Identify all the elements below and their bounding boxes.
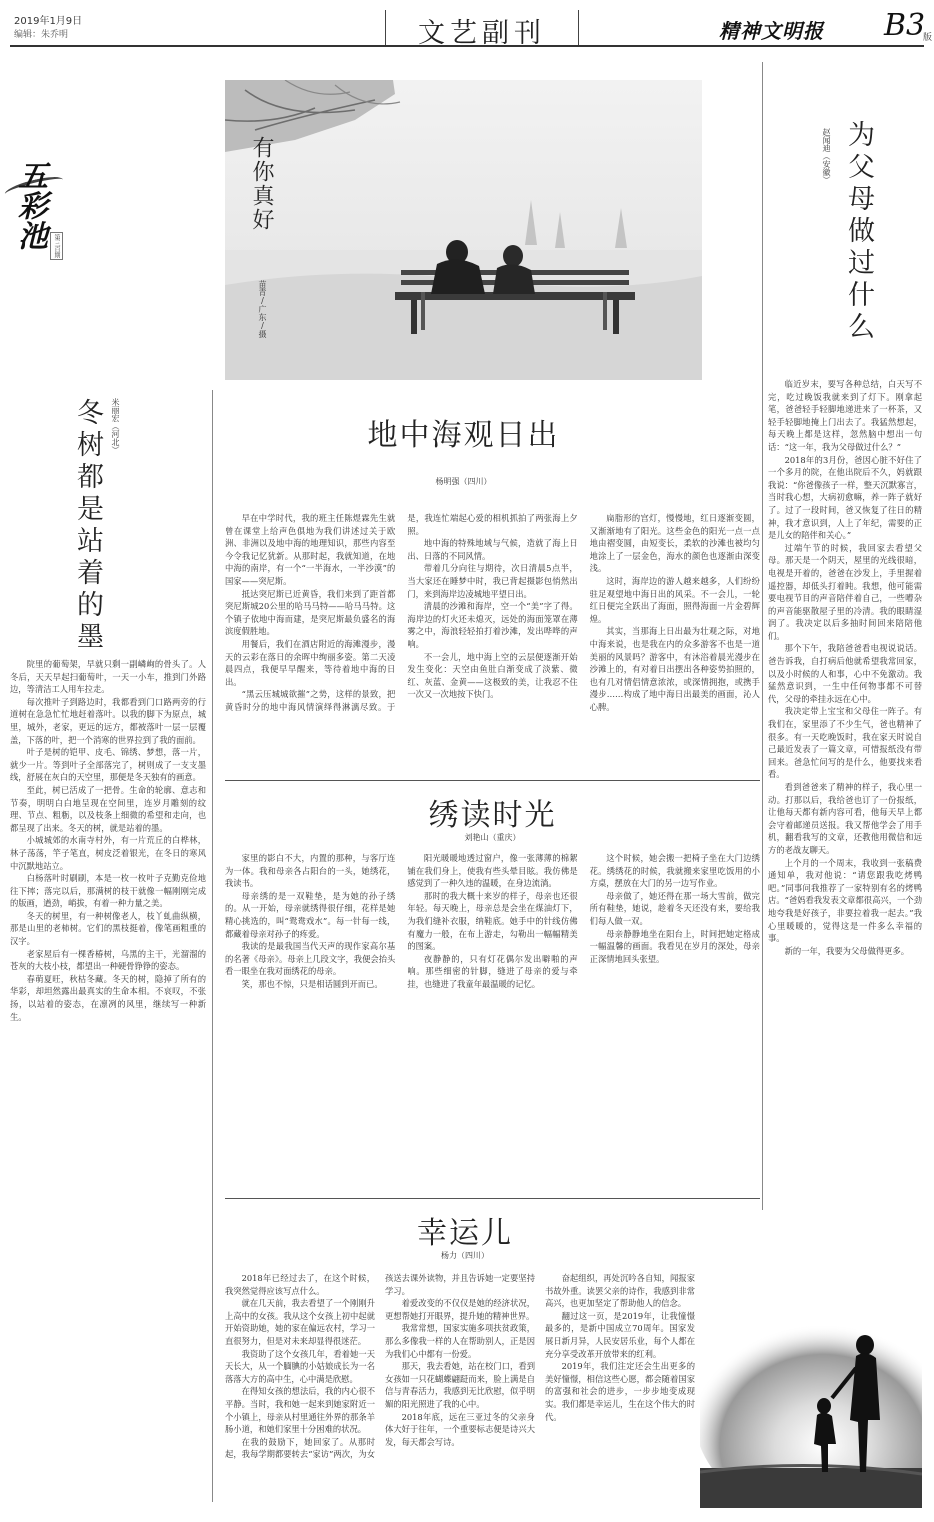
winter-article-author: 米丽宏（河北） [111,398,120,454]
embroider-article-title: 绣读时光 [428,798,557,833]
column-name: 五彩池 [12,160,47,250]
father-para: 看到爸爸来了精神的样子，我心里一动。打那以后，我给爸也订了一份报纸，让他每天都有新内容可看，他每天早上都会守着邮递员送报。我又帮他学会了用手机，翻看我写的文章，还教他用微信和远方的老战友聊天。 [768,782,922,855]
sea-para: 抵达突尼斯已近黄昏，我们来到了距首都突尼斯城20公里的哈马马特——哈马马特。这个镇子依地中海而建，是突尼斯最负盛名的海滨度假胜地。 [225,588,396,637]
father-para: 2018年的3月份，爸因心脏不好住了一个多月的院，在他出院后不久，妈就跟我说：“你爸像孩子一样，整天沉默寡言，当时我心想，大病初愈嘛，养一阵子就好了。过了一段时间，爸又恢复了往日的精神，我才意识到，人上了年纪，需要的正是儿女的陪伴和关心。” [768,454,922,541]
lucky-para: 2018年底，远在三亚过冬的父亲身体大好于往年，一个重要标志便是诗兴大发，每天都会写诗。 [385,1411,535,1447]
page-suffix: 版 [923,33,933,43]
sea-article-author: 杨明强（四川） [435,477,492,486]
lucky-article-body [225,1272,695,1502]
father-para: 新的一年，我要为父母做得更多。 [784,945,910,956]
sea-para: “黑云压城城欲摧”之势，这样的景致，把黄昏时分的地中海风情演绎得淋漓尽致。于是，我连忙端起心爱的相机抓拍了两张海上夕照。 [225,513,578,712]
sea-article-body [225,512,760,774]
embroider-para: 笑，那也不惊，只是相话圆到开而已。 [241,978,383,989]
lucky-para: 那天，我去看她，站在校门口，看到女孩如一只花蝴蝶翩跹而来，脸上满是自信与青春活力，我感到无比欣慰，似乎明媚的阳光照进了我的心中。 [385,1361,535,1409]
embroider-para: 夜静静的，只有灯花偶尔发出噼啪的声响。那些细密的针脚，缝进了母亲的爱与牵挂，也缝进了我童年最温暖的记忆。 [407,953,578,989]
father-para: 过端午节的时候，我回家去看望父母。那天是一个阴天，屋里的光线很暗，电视是开着的，爸爸在沙发上，手里握着遥控器，却低头打着盹。我想，他可能需要电视节目的声音陪伴着自己，一些嘈杂的声音能驱散屋子里的冷清。我的眼睛湿润了。我决定以后多抽时间回来陪陪他们。 [768,542,922,641]
lucky-para: 我资助了这个女孩几年，看着她一天天长大，从一个腼腆的小姑娘成长为一名落落大方的高中生，心中满是欣慰。 [225,1348,375,1384]
lucky-article-author: 杨力（四川） [441,1251,489,1260]
father-para: 临近岁末，要写各种总结，白天写不完，吃过晚饭我就来到了灯下。刚拿起笔，爸爸轻手轻脚地递进来了一杯茶，又轻手轻脚地掩上门出去了。我猛然想起，每天晚上都是这样，忽然脑中想出一句话：“这一年，我为父母做过什么？” [768,379,922,452]
father-para: 上个月的一个周末，我收到一张稿费通知单，我对他说：“请您跟我吃烤鸭吧。”同事问我推荐了一家特别有名的烤鸭店。“爸妈看我发表文章都很高兴，一个劲地夸我是好孩子，非要拉着我一起去。”我心里暖暖的，觉得这是一件多么幸福的事。 [768,857,922,944]
page-number: B3 [884,8,926,43]
lucky-para: 翻过这一页，是2019年，让我憧憬最多的，是新中国成立70周年。国家发展日新月异，人民安居乐业，每个人都在充分享受改革开放带来的红利。 [545,1310,695,1359]
sea-para: 早在中学时代，我的班主任陈煜霖先生就曾在课堂上给声色俱地为我们讲述过关于欧洲、非洲以及地中海的地理知识，那些内容至今令我记忆犹新。从那时起，我就知道，在地中海的南岸，有一个“一半海水，一半沙漠”的国家——突尼斯。 [225,513,396,586]
winter-para: 春萌夏旺，秋枯冬藏。冬天的树，隐掉了所有的华彩，却坦然露出最真实的生命本相。不哀叹，不张扬，以站着的姿态，在凛冽的风里，继续写一种新生。 [10,973,206,1022]
embroider-article-body [225,852,760,1192]
father-article-title: 为父母做过什么 [843,120,874,344]
winter-para: 至此，树已活成了一把骨。生命的轮廓、意志和节奏，明明白白地呈现在空间里，连岁月雕刻的纹理、节点、粗粝，以及枝条上细微的希望和走向，也都呈现了出来。冬天的树，就是站着的墨。 [10,784,206,833]
father-para: 那个下午，我陪爸爸看电视说说话。爸告诉我，自打病后他就希望我常回家，以及小时候的人和事，心中不免激动。我猛然意识到，一生中任何物事都不可替代，父母的牵挂永远在心中。 [768,643,922,704]
sunset-photo-art [700,1210,922,1508]
sea-para: 不一会儿，地中海上空的云层便逐渐开始发生变化：天空由鱼肚白渐变成了淡紫、微红、灰蓝、金黄——这极致的美，让我忍不住一次又一次地按下快门。 [407,651,578,700]
sea-bottom-rule [225,780,760,781]
editor-credit: 编辑：朱乔明 [14,30,69,40]
embroider-para: 我读的是最我国当代天声的现作家高尔基的名著《母亲》。母亲上几段文字，我便会抬头看一眼坐在我对面绣花的母亲。 [225,941,396,977]
embroider-para: 家里的影白不大，内置的那种，与客厅连为一体。我和母亲各占阳台的一头，她绣花，我读书。 [225,853,396,889]
sea-para: 带着几分向往与期待，次日清晨5点半，当大家还在睡梦中时，我已背起摄影包悄然出门，来到海岸边凌城地平望日出。 [407,563,578,599]
embroider-para: 母亲静静地坐在阳台上，时间把她定格成一幅温馨的画面。我看见在岁月的深处，母亲正深情地回头张望。 [589,928,760,964]
paper-logo: 精神文明报 [719,19,824,43]
sea-para: 这时，海岸边的游人越来越多，人们纷纷驻足观望地中海日出的风采。不一会儿，一轮红日便完全跃出了海面，照得海面一片金碧辉煌。 [589,575,760,624]
sea-article-title: 地中海观日出 [367,418,560,453]
winter-article-body [10,658,206,1503]
column-badge [8,160,60,270]
column-issue: 第三百期 [50,232,63,260]
winter-para: 每次推叶子到路边时，我都看到门口路两旁的行道树在急急忙忙地赶着落叶。以我的脚下为原点，城里，城外，老家，更远的远方，都被落叶一层一层覆盖，下落的叶，把一个消寒的世界拉到了我的面前。 [10,696,206,745]
embroider-para: 这个时候，她会搬一把椅子坐在大门边绣花。绣绣花的时候，我就搬来家里吃饭用的小方桌，摆放在大门的另一边写作业。 [589,853,760,889]
photo-poem-title: 有你真好 [249,136,274,232]
embroider-para: 母亲做了，她还得在那一场大雪前，做完所有鞋垫，她说，趁着冬天还没有来，要给我们每人做一双。 [589,890,760,926]
embroider-para: 母亲绣的是一双鞋垫，是为她的孙子绣的。从一开始，母亲就绣得很仔细，花样是她精心挑选的，叫“鸳鸯戏水”。每一针每一线，都藏着母亲对孙子的疼爱。 [225,890,396,939]
lucky-para: 在我的鼓励下，她回家了。从那时起，我每学期都要转去“家访”两次，为女孩送去课外读物，并且告诉她一定要坚持学习。 [225,1273,535,1460]
embroider-para: 那时的我大概十来岁的样子，母亲也还很年轻。每天晚上，母亲总是会坐在煤油灯下，为我们缝补衣服，纳鞋底。她手中的针线仿佛有魔力一般，在布上游走，勾勒出一幅幅精美的图案。 [407,890,578,952]
winter-divider [212,390,213,1502]
father-para: 我决定带上宝宝和父母住一阵子。有我们在，家里添了不少生气，爸也精神了很多。有一天吃晚饭时，我在家天时说自己最近发表了一篇文章，可惜报纸没有带回来。爸急忙问写的是什么，他要找来看看。 [768,706,922,780]
winter-para: 老家屋后有一棵香椿树，乌黑的主干，光溜溜的苍灰的大枝小枝，都望出一种硬骨铮铮的姿态。 [10,948,206,972]
winter-para: 小城城郊的水南寺村外，有一片荒丘的白桦林，林子荡荡，竿子笔直，树皮泛着银光，在冬日的寒风中沉默地站立。 [10,835,206,871]
embroider-article-author: 刘艳山（重庆） [464,833,521,842]
lucky-para: 就在几天前，我去看望了一个刚刚升上高中的女孩。我从这个女孩上初中起就开始资助她，她的家在偏远农村，学习一直很努力，但是对未来却显得很迷茫。 [225,1298,375,1346]
sea-para: 用餐后，我们在酒店附近的海滩漫步，漫天的云彩在落日的余晖中绚丽多姿。第二天凌晨四点，我便早早醒来，等待着地中海的日出。 [225,638,396,687]
bench-photo [225,80,702,380]
lucky-para: 在得知女孩的想法后，我的内心很不平静。当时，我和她一起来到她家附近一个小镇上，母亲从村里通往外界的那条羊肠小道，和她们家里十分困难的状况。 [225,1386,375,1435]
issue-date: 2019年1月9日 [14,16,83,27]
bench-photo-art [225,80,702,380]
winter-para: 冬天的树里，有一种树像老人，枝丫虬曲纵横，那是山里的老柿树。它们的黑枝挺着，像笔画粗重的汉字。 [10,910,206,947]
lucky-para: 2018年已经过去了，在这个时候，我突然觉得应该写点什么。 [225,1273,375,1296]
winter-para: 叶子是树的铠甲、皮毛、锦绣、梦想，落一片，就少一片。等到叶子全部落完了，树则成了一支支墨线，舒展在灰白的天空里，那便是冬天独有的画意。 [10,747,206,783]
lucky-para: 2019年，我们注定还会生出更多的美好憧憬，相信这些心愿，都会随着国家的富强和社会的进步，一步步地变成现实。我们都是幸运儿，生在这个伟大的时代。 [545,1361,695,1422]
sunset-photo [700,1210,922,1508]
sea-para: 扁脂形的宫灯，慢慢地，红日逐渐变圆，又渐渐地有了阳光。这些金色的阳光一点一点地由褶变圆，由短变长，柔软的沙滩也被均匀地涂上了一层金色，海水的颜色也逐渐由深变浅。 [589,513,760,574]
sea-para: 地中海的特殊地域与气候，造就了海上日出、日落的不同风情。 [407,538,578,561]
embroider-bottom-rule [225,1198,760,1199]
sea-para: 其实，当那海上日出最为壮观之际，对地中海来说，也是我在内的众多游客不也是一道美丽的风景吗？游客中，有沐浴着晨光漫步在沙滩上的，有对着日出摆出各种姿势拍照的，也有几对情侣情意浓浓，或深情拥抱，或携手漫步……构成了地中海日出最美的画面，沁人心脾。 [589,626,760,712]
winter-para: 白杨落叶时刷刷，本是一枚一枚叶子克勤克俭地往下摔；落完以后，那满树的枝干就像一幅刚刚完成的版画，遒劲，峭拔，有着一种力量之美。 [10,873,206,909]
lucky-article-title: 幸运儿 [417,1216,513,1251]
header-rule [10,45,924,47]
lucky-para: 着爱改变的不仅仅是她的经济状况，更想帮她打开眼界，提升她的精神世界。 [385,1298,535,1321]
lucky-para: 奋起组织，再处沉吟各自知，闻报家书故外重。读罢父亲的诗作，我感到非常高兴，也更加坚定了帮助他人的信念。 [545,1273,695,1309]
section-title: 文艺副刊 [418,18,546,49]
photo-caption: 苗青/广东/摄 [258,280,267,338]
embroider-para: 阳光暖暖地透过窗户，像一张薄薄的棉絮铺在我们身上，使我有些头晕目眩。我仿佛是感觉到了一种久违的温暖，在身边流淌。 [407,853,578,889]
father-article-author: 赵闻迪（安徽） [822,128,831,184]
winter-para: 院里的葡萄架，早就只剩一副嶙峋的骨头了。人冬后，天天早起扫葡萄叶，一天一小车，推到门外路边，等清洁工人用车拉走。 [10,659,206,695]
winter-article-title: 冬树都是站着的墨 [72,398,103,654]
lucky-para: 我常常想，国家实施多项扶贫政策，那么多像我一样的人在帮助别人，正是因为我们心中都有一份爱。 [385,1323,535,1359]
sea-para: 清晨的沙滩和海岸，空一个“美”字了得。海岸边的灯火还未熄灭，远处的海面笼罩在薄雾之中，海浪轻轻拍打着沙滩，发出哗哗的声响。 [407,601,578,649]
